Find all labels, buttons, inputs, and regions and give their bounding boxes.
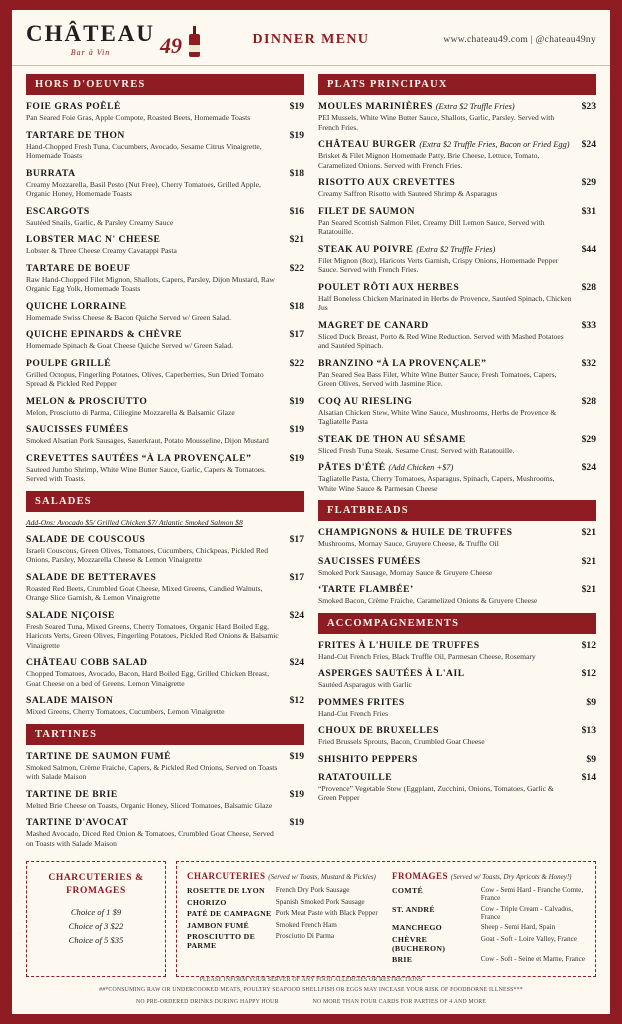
fromage-desc: Cow - Semi Hard - Franche Comte, France (480, 886, 584, 903)
menu-item (318, 282, 596, 313)
item-name: CHAMPIGNONS & HUILE DE TRUFFES (318, 527, 513, 539)
charcuteries-note: (Served w/ Toasts, Mustard & Pickles) (268, 873, 376, 882)
menu-item (318, 754, 596, 765)
item-name: MOULES MARINIÈRES (318, 101, 433, 112)
logo-number: 49 (160, 33, 183, 58)
item-price: $19 (289, 101, 304, 112)
item-name: STEAK AU POIVRE (318, 243, 414, 255)
item-price: $12 (289, 695, 304, 707)
item-name: TARTINE DE SAUMON FUMÉ (26, 750, 172, 762)
menu-item (26, 301, 304, 323)
section-header-salades: SALADES (26, 491, 304, 512)
list-item (187, 921, 380, 930)
footer-line-1: PLEASE INFORM YOUR SERVER OF ANY FOOD ALLERGIES OR RESTRICTIONS (199, 977, 423, 984)
item-description: Israeli Couscous, Green Olives, Tomatoes, Cucumbers, Chickpeas, Pickled Red Onions, Parsley, Mozzarella Cheese & Lemon Vinaigrette (26, 545, 269, 565)
left-column (26, 72, 304, 855)
item-name: ‘TARTE FLAMBÉE’ (318, 584, 414, 596)
item-name: MELON & PROSCIUTTO (26, 395, 148, 407)
menu-item (318, 396, 596, 427)
fromage-name: ST. ANDRÉ (392, 904, 435, 914)
item-price: $16 (289, 205, 304, 217)
list-item (392, 886, 585, 902)
item-name: SALADE NIÇOISE (26, 609, 115, 621)
menu-item (26, 572, 304, 603)
charcuterie-desc: Smoked French Ham (275, 920, 337, 929)
section-header-hors-doeuvres: HORS D'OEUVRES (26, 74, 304, 95)
item-description: Pan Seared Scottish Salmon Filet, Creamy Dill Lemon Sauce, Served with Ratatouille. (318, 217, 545, 237)
menu-item (318, 772, 596, 803)
item-price: $13 (581, 725, 596, 737)
list-item (392, 955, 585, 964)
item-price: $23 (581, 101, 596, 112)
list-item (187, 886, 380, 895)
menu-item (26, 534, 304, 565)
item-name: FILET DE SAUMON (318, 205, 415, 217)
item-price: $12 (581, 668, 596, 680)
item-description: Smoked Alsatian Pork Sausages, Sauerkraut, Potato Mousseline, Dijon Mustard (26, 436, 269, 446)
item-description: Half Boneless Chicken Marinated in Herbs de Provence, Sautéed Spinach, Chicken Jus (318, 293, 572, 313)
menu-columns (12, 66, 610, 855)
item-price: $29 (581, 177, 596, 188)
menu-item (318, 320, 596, 351)
item-name: BRANZINO “À LA PROVENÇALE” (318, 357, 487, 369)
item-name: FOIE GRAS POÊLÉ (26, 101, 121, 112)
item-name: SALADE DE BETTERAVES (26, 571, 157, 583)
menu-item (318, 640, 596, 662)
item-description: Hand-Cut French Fries, Black Truffle Oil, Parmesan Cheese, Rosemary (318, 651, 536, 661)
item-description: Hand-Cut French Fries (318, 708, 389, 718)
fromage-name: MANCHEGO (392, 923, 443, 933)
item-description: Mashed Avocado, Diced Red Onion & Tomatoes, Crumbled Goat Cheese, Served on Toasts with Salade Maison (26, 829, 274, 848)
item-price: $19 (289, 750, 304, 762)
item-note: (Add Chicken +$7) (388, 463, 454, 473)
fromage-name: BRIE (392, 955, 413, 965)
pricing-title: CHARCUTERIES & FROMAGES (48, 873, 144, 896)
fromage-name: COMTÉ (392, 886, 423, 896)
item-price: $19 (289, 452, 304, 464)
menu-item (26, 101, 304, 123)
item-price: $24 (289, 657, 304, 669)
item-price: $17 (289, 533, 304, 545)
item-price: $33 (581, 319, 596, 331)
menu-item (318, 434, 596, 456)
charcuterie-name: ROSETTE DE LYON (187, 886, 265, 896)
list-item (187, 932, 380, 950)
section-header-accompagnements: ACCOMPAGNEMENTS (318, 613, 596, 634)
menu-item (26, 206, 304, 228)
item-price: $21 (581, 555, 596, 567)
item-price: $21 (581, 527, 596, 539)
fromage-desc: Cow - Triple Cream - Calvados, France (480, 904, 573, 921)
footer-line-2: ##*CONSUMING RAW OR UNDERCOOKED MEATS, POULTRY SEAFOOD SHELLFISH OR EGGS MAY INCEASE YOUR RISK OF FOODBORNE ILLNESS*** (99, 987, 523, 994)
item-name: ESCARGOTS (26, 205, 90, 217)
item-description: Roasted Red Beets, Crumbled Goat Cheese, Mixed Greens, Candied Walnuts, Orange Slice Garnish, & Lemon Vinaigrette (26, 583, 263, 603)
item-description: Tagliatelle Pasta, Cherry Tomatoes, Asparagus, Spinach, Capers, Mushrooms, White Wine Sauce & Parmesan Cheese (318, 474, 555, 493)
item-name: ASPERGES SAUTÉES À L'AIL (318, 668, 465, 680)
charcuterie-name: CHORIZO (187, 897, 227, 907)
menu-item (318, 206, 596, 237)
item-price: $19 (289, 424, 304, 436)
item-name: FRITES À L'HUILE DE TRUFFES (318, 639, 480, 651)
menu-item (26, 130, 304, 161)
item-name: TARTARE DE THON (26, 129, 125, 141)
menu-item (26, 695, 304, 717)
charcuteries-fromages-pricing (26, 861, 166, 977)
section-header-tartines: TARTINES (26, 724, 304, 745)
item-name: RISOTTO AUX CREVETTES (318, 177, 456, 188)
footer-notes (12, 976, 610, 1008)
item-price: $28 (581, 281, 596, 293)
item-price: $9 (586, 696, 596, 708)
item-description: Smoked Pork Sausage, Mornay Sauce & Gruyere Cheese (318, 567, 493, 577)
item-name: COQ AU RIESLING (318, 395, 413, 407)
menu-item (318, 139, 596, 170)
item-description: Sauteed Jumbo Shrimp, White Wine Butter Sauce, Garlic, Capers & Tomatoes. Served with Toasts. (26, 464, 267, 484)
item-description: PEI Mussels, White Wine Butter Sauce, Shallots, Garlic, Parsley. Served with French Fries. (318, 113, 555, 132)
choice-option: Choice of 1 $9 (70, 906, 122, 917)
choice-option: Choice of 5 $35 (68, 934, 124, 945)
item-name: POMMES FRITES (318, 696, 405, 708)
item-name: SAUCISSES FUMÉES (318, 555, 421, 567)
item-price: $44 (581, 243, 596, 255)
item-description: Lobster & Three Cheese Creamy Cavatappi Pasta (26, 246, 177, 256)
item-note: (Extra $2 Truffle Fries) (416, 244, 496, 254)
item-name: SHISHITO PEPPERS (318, 753, 418, 765)
list-item (392, 935, 585, 953)
fromage-desc: Cow - Soft - Seine et Marne, France (480, 955, 585, 964)
item-name: POULPE GRILLÉ (26, 357, 112, 369)
menu-item (26, 657, 304, 688)
fromage-desc: Sheep - Semi Hard, Spain (480, 923, 556, 932)
item-price: $14 (581, 771, 596, 783)
charcuterie-desc: Spanish Smoked Pork Sausage (275, 897, 365, 906)
item-price: $18 (289, 300, 304, 312)
item-price: $17 (289, 329, 304, 341)
item-price: $21 (289, 234, 304, 246)
item-name: CHÂTEAU COBB SALAD (26, 657, 148, 669)
logo-name: CHÂTEAU (26, 21, 156, 46)
fromages-title: FROMAGES (392, 871, 449, 882)
item-price: $22 (289, 262, 304, 274)
menu-item (318, 177, 596, 199)
fromages-list (392, 871, 585, 967)
item-price: $28 (581, 395, 596, 407)
salad-addons-text: Add-Ons: Avocado $5/ Grilled Chicken $7/ Atlantic Smoked Salmon $8 (26, 517, 243, 527)
menu-item (26, 234, 304, 256)
right-column (318, 72, 596, 855)
item-description: Melon, Prosciutto di Parma, Ciliegine Mozzarella & Balsamic Glaze (26, 407, 235, 417)
menu-item (26, 263, 304, 294)
item-note: (Extra $2 Truffle Fries, Bacon or Fried Egg) (419, 140, 570, 149)
item-price: $19 (289, 395, 304, 407)
menu-item (26, 168, 304, 199)
item-description: Sautéed Asparagus with Garlic (318, 680, 412, 690)
item-price: $19 (289, 817, 304, 829)
section-header-plats: PLATS PRINCIPAUX (318, 74, 596, 95)
section-header-flatbreads: FLATBREADS (318, 500, 596, 521)
item-name: TARTINE D'AVOCAT (26, 817, 129, 829)
item-price: $22 (289, 357, 304, 369)
item-price: $17 (289, 571, 304, 583)
item-description: Filet Mignon (8oz), Haricots Verts Garnish, Crispy Onions, Homemade Pepper Sauce. Served with French Fries. (318, 255, 559, 275)
menu-item (318, 668, 596, 690)
item-price: $24 (581, 139, 596, 150)
menu-item (318, 244, 596, 275)
logo-tagline: Bar à Vin (70, 48, 111, 57)
menu-item (26, 789, 304, 811)
contact-info: www.chateau49.com | @chateau49ny (443, 34, 596, 45)
item-description: Raw Hand-Chopped Filet Mignon, Shallots, Capers, Parsley, Dijon Mustard, Raw Organic Egg Yolk, Homemade Toasts (26, 274, 275, 294)
charcuterie-name: JAMBON FUMÉ (187, 920, 249, 930)
item-name: STEAK DE THON AU SÉSAME (318, 433, 466, 445)
item-description: Brisket & Filet Mignon Homemade Patty, Brie Cheese, Lettuce, Tomato, Caramelized Onions. Served with French Fries. (318, 151, 540, 170)
list-item (392, 923, 585, 932)
item-name: BURRATA (26, 167, 76, 179)
item-description: Smoked Salmon, Crème Fraiche, Capers, & Pickled Red Onions, Served on Toasts with Salade Maison (26, 762, 278, 782)
item-name: TARTARE DE BOEUF (26, 262, 131, 274)
item-name: PÂTES D'ÉTÉ (318, 462, 386, 474)
charcuterie-name: PROSCIUTTO DE PARME (187, 932, 256, 951)
item-description: Grilled Octopus, Fingerling Potatoes, Olives, Caperberries, Sun Dried Tomato Spread & Pickled Red Pepper (26, 369, 264, 389)
fromage-name: CHÈVRE (BUCHERON) (392, 934, 446, 953)
item-description: Smoked Bacon, Crème Fraiche, Caramelized Onions & Gruyere Cheese (318, 596, 538, 606)
item-description: Mixed Greens, Cherry Tomatoes, Cucumbers, Lemon Vinaigrette (26, 707, 225, 717)
fromage-desc: Goat - Soft - Loire Valley, France (480, 934, 577, 943)
menu-item (318, 358, 596, 389)
menu-item (26, 751, 304, 782)
restaurant-logo (26, 22, 241, 57)
salad-addons (26, 518, 304, 527)
item-name: TARTINE DE BRIE (26, 788, 118, 800)
item-description: Homemade Spinach & Goat Cheese Quiche Served w/ Green Salad. (26, 341, 234, 351)
menu-item (318, 584, 596, 606)
item-name: SALADE DE COUSCOUS (26, 533, 146, 545)
charcuteries-title: CHARCUTERIES (187, 871, 266, 882)
footer-line-3b: NO MORE THAN FOUR CARDS FOR PARTIES OF 4 AND MORE (312, 999, 487, 1006)
item-description: Creamy Saffron Risotto with Sauteed Shrimp & Asparagus (318, 189, 498, 199)
charcuterie-desc: French Dry Pork Sausage (275, 886, 350, 895)
item-price: $19 (289, 788, 304, 800)
item-description: Alsatian Chicken Stew, White Wine Sauce, Mushrooms, Herbs de Provence & Tagliatelle Pasta (318, 407, 557, 427)
item-description: Chopped Tomatoes, Avocado, Bacon, Hard Boiled Egg, Grilled Chicken Breast, Goat Cheese on a bed of Greens. Lemon Vinaigrette (26, 669, 269, 688)
item-name: CHÂTEAU BURGER (318, 139, 417, 150)
item-description: Fried Brussels Sprouts, Bacon, Crumbled Goat Cheese (318, 737, 485, 747)
item-price: $24 (581, 462, 596, 474)
item-name: MAGRET DE CANARD (318, 319, 429, 331)
item-description: “Provence” Vegetable Stew (Eggplant, Zucchini, Onions, Tomatoes, Garlic & Green Pepper (318, 783, 554, 803)
item-name: QUICHE EPINARDS & CHÈVRE (26, 329, 183, 341)
item-price: $9 (586, 753, 596, 765)
footer-line-3a: NO PRE-ORDERED DRINKS DURING HAPPY HOUR (135, 999, 279, 1006)
item-description: Fresh Seared Tuna, Mixed Greens, Cherry Tomatoes, Organic Hard Boiled Egg, Haricots Verts, Green Olives, Fingerling Potatoes, Pickled Red Onions & Balsamic Vinaigrette (26, 621, 279, 650)
list-item (187, 898, 380, 907)
item-description: Melted Brie Cheese on Toasts, Organic Honey, Sliced Tomatoes, Balsamic Glaze (26, 800, 273, 810)
bottom-panels (12, 855, 610, 977)
item-description: Pan Seared Foie Gras, Apple Compote, Roasted Beets, Homemade Toasts (26, 113, 251, 123)
item-price: $29 (581, 433, 596, 445)
item-price: $32 (581, 357, 596, 369)
menu-item (26, 453, 304, 484)
menu-item (318, 697, 596, 719)
menu-item (26, 610, 304, 650)
item-description: Pan Seared Sea Bass Filet, White Wine Butter Sauce, Fresh Tomatoes, Capers, Green Olives, Served with Jasmine Rice. (318, 369, 557, 389)
menu-item (318, 556, 596, 578)
menu-item (318, 725, 596, 747)
charcuterie-desc: Prosciutto Di Parma (275, 932, 335, 941)
menu-item (318, 101, 596, 132)
item-note: (Extra $2 Truffle Fries) (435, 102, 515, 111)
item-price: $18 (289, 167, 304, 179)
item-name: RATATOUILLE (318, 771, 393, 783)
charcuteries-fromages-lists (176, 861, 596, 977)
menu-sheet (12, 10, 610, 1014)
menu-item (26, 817, 304, 848)
menu-item (26, 358, 304, 389)
item-description: Sautéed Snails, Garlic, & Parsley Creamy Sauce (26, 217, 174, 227)
charcuteries-list (187, 871, 380, 967)
item-name: CHOUX DE BRUXELLES (318, 725, 439, 737)
charcuterie-name: PATÉ DE CAMPAGNE (187, 909, 272, 919)
choice-option: Choice of 3 $22 (68, 920, 124, 931)
item-name: LOBSTER MAC N' CHEESE (26, 234, 161, 246)
fromages-note: (Served w/ Toasts, Dry Apricots & Honey!) (450, 873, 572, 882)
wine-bottle-icon (189, 26, 200, 57)
item-description: Homemade Swiss Cheese & Bacon Quiche Served w/ Green Salad. (26, 312, 231, 322)
item-price: $21 (581, 584, 596, 596)
item-price: $12 (581, 639, 596, 651)
item-price: $24 (289, 609, 304, 621)
menu-item (318, 462, 596, 493)
item-description: Mushrooms, Mornay Sauce, Gruyere Cheese, & Truffle Oil (318, 539, 499, 549)
item-name: SALADE MAISON (26, 695, 114, 707)
menu-item (318, 527, 596, 549)
menu-item (26, 396, 304, 418)
menu-item (26, 329, 304, 351)
item-name: POULET RÔTI AUX HERBES (318, 281, 460, 293)
list-item (392, 905, 585, 921)
list-item (187, 909, 380, 918)
item-price: $31 (581, 205, 596, 217)
item-price: $19 (289, 129, 304, 141)
item-name: SAUCISSES FUMÉES (26, 424, 129, 436)
menu-item (26, 424, 304, 446)
item-description: Creamy Mozzarella, Basil Pesto (Nut Free), Cherry Tomatoes, Grilled Apple, Organic Honey, Homemade Toasts (26, 179, 261, 199)
page-title: DINNER MENU (252, 31, 370, 47)
item-description: Sliced Duck Breast, Porto & Red Wine Reduction. Served with Mashed Potatoes and Sautéed Spinach. (318, 331, 564, 351)
item-name: QUICHE LORRAINE (26, 300, 127, 312)
item-description: Sliced Fresh Tuna Steak. Sesame Crust. Served with Ratatouille. (318, 445, 515, 455)
menu-header (12, 10, 610, 66)
charcuterie-desc: Pork Meat Paste with Black Pepper (275, 909, 378, 918)
item-description: Hand-Chopped Fresh Tuna, Cucumbers, Avocado, Sesame Citrus Vinaigrette, Homemade Toasts (26, 141, 262, 161)
item-name: CREVETTES SAUTÉES “À LA PROVENÇALE” (26, 452, 252, 464)
